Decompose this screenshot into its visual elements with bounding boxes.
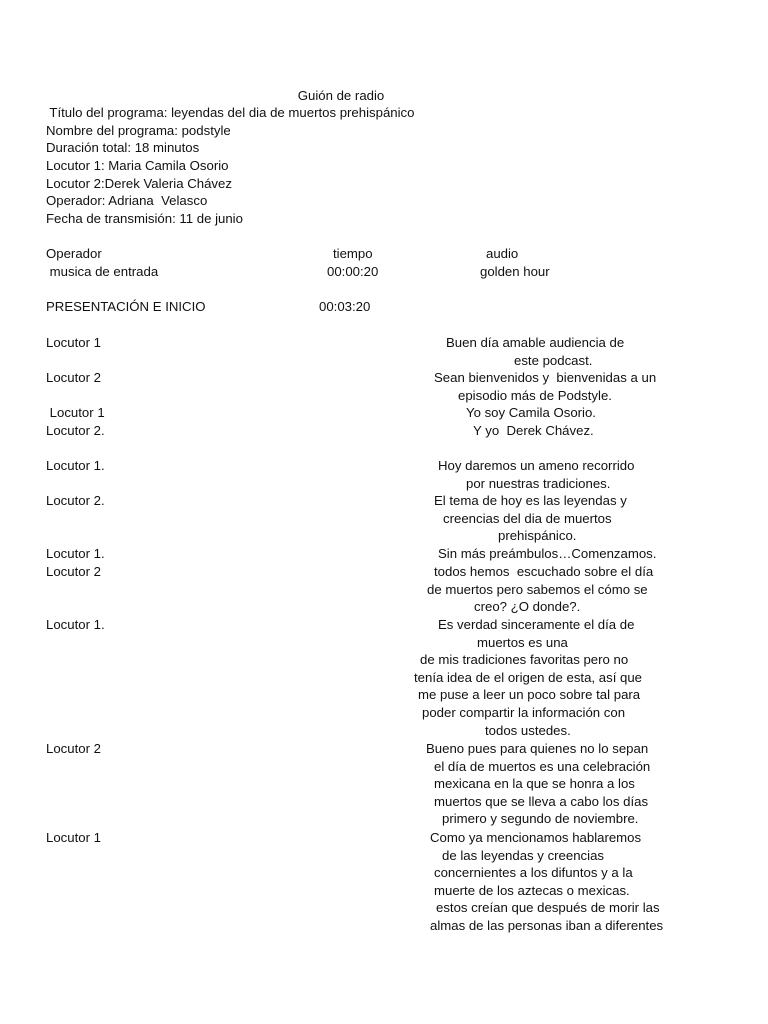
dialogue-line: primero y segundo de noviembre.: [442, 811, 639, 827]
dialogue-block: [400, 563, 700, 616]
dialogue-line: muerte de los aztecas o mexicas.: [434, 882, 630, 898]
speaker-label: Locutor 2: [46, 370, 101, 385]
dialogue-line: Sin más preámbulos…Comenzamos.: [438, 546, 657, 561]
dialogue-line: Como ya mencionamos hablaremos: [430, 830, 642, 845]
column-header-operador: Operador: [46, 246, 102, 261]
dialogue-line: este podcast.: [514, 352, 593, 368]
speaker-label: Locutor 2.: [46, 423, 105, 438]
dialogue-line: creo? ¿O donde?.: [474, 599, 581, 615]
dialogue-block: [400, 457, 700, 492]
dialogue-line: Bueno pues para quienes no lo sepan: [426, 741, 649, 756]
dialogue-line: Yo soy Camila Osorio.: [466, 405, 596, 420]
speaker-label: Locutor 2: [46, 741, 101, 756]
speaker-label: Locutor 1.: [46, 617, 105, 632]
dialogue-block: [400, 422, 700, 440]
dialogue-line: de mis tradiciones favoritas pero no: [420, 652, 629, 668]
dialogue-line: me puse a leer un poco sobre tal para: [418, 687, 641, 703]
dialogue-block: [400, 369, 700, 404]
dialogue-line: todos hemos escuchado sobre el día: [434, 564, 654, 579]
speaker-label: Locutor 1.: [46, 458, 105, 473]
speaker-label: Locutor 1: [46, 830, 101, 845]
dialogue-line: Y yo Derek Chávez.: [473, 423, 594, 438]
dialogue-line: el día de muertos es una celebración: [434, 758, 651, 774]
dialogue-block: [400, 616, 700, 739]
dialogue-line: todos ustedes.: [485, 722, 571, 738]
fecha-line: Fecha de transmisión: 11 de junio: [46, 211, 243, 226]
speaker-label: Locutor 1: [46, 335, 101, 350]
dialogue-line: almas de las personas iban a diferentes: [430, 917, 664, 933]
dialogue-block: [400, 334, 700, 369]
dialogue-block: [400, 545, 700, 563]
operador-line: Operador: Adriana Velasco: [46, 193, 208, 208]
section-time: 00:03:20: [319, 299, 371, 314]
dialogue-line: de muertos pero sabemos el cómo se: [427, 581, 648, 597]
program-name-line: Nombre del programa: podstyle: [46, 123, 231, 138]
intro-operador-cell: musica de entrada: [46, 264, 159, 279]
dialogue-line: Es verdad sinceramente el día de: [438, 617, 635, 632]
intro-tiempo-cell: 00:00:20: [327, 264, 379, 279]
dialogue-block: [400, 404, 700, 422]
speaker-label: Locutor 1.: [46, 546, 105, 561]
intro-audio-cell: golden hour: [480, 264, 550, 279]
locutor2-line: Locutor 2:Derek Valeria Chávez: [46, 176, 232, 191]
dialogue-line: de las leyendas y creencias: [442, 847, 605, 863]
column-header-tiempo: tiempo: [333, 246, 373, 261]
duration-line: Duración total: 18 minutos: [46, 140, 200, 155]
dialogue-line: por nuestras tradiciones.: [466, 475, 611, 491]
dialogue-line: poder compartir la información con: [422, 704, 626, 720]
program-title-line: Título del programa: leyendas del dia de muertos prehispánico: [46, 105, 415, 120]
column-header-audio: audio: [486, 246, 519, 261]
dialogue-line: Buen día amable audiencia de: [446, 335, 625, 350]
dialogue-line: mexicana en la que se honra a los: [434, 776, 635, 792]
speaker-label: Locutor 1: [46, 405, 105, 420]
dialogue-block: [400, 740, 700, 828]
dialogue-line: Hoy daremos un ameno recorrido: [438, 458, 635, 473]
dialogue-line: Sean bienvenidos y bienvenidas a un: [434, 370, 657, 385]
dialogue-line: muertos que se lleva a cabo los días: [434, 793, 649, 809]
dialogue-line: creencias del dia de muertos: [443, 510, 612, 526]
dialogue-line: concernientes a los difuntos y a la: [434, 865, 633, 881]
dialogue-line: episodio más de Podstyle.: [458, 387, 612, 403]
dialogue-line: El tema de hoy es las leyendas y: [434, 493, 627, 508]
dialogue-line: estos creían que después de morir las: [436, 900, 660, 916]
dialogue-block: [400, 492, 700, 545]
dialogue-line: tenía idea de el origen de esta, así que: [414, 669, 643, 685]
locutor1-line: Locutor 1: Maria Camila Osorio: [46, 158, 229, 173]
page-title: Guión de radio: [297, 88, 385, 103]
dialogue-line: prehispánico.: [498, 528, 577, 544]
dialogue-line: muertos es una: [477, 634, 568, 650]
speaker-label: Locutor 2.: [46, 493, 105, 508]
speaker-label: Locutor 2: [46, 564, 101, 579]
section-label: PRESENTACIÓN E INICIO: [46, 299, 206, 314]
dialogue-block: [400, 829, 700, 935]
